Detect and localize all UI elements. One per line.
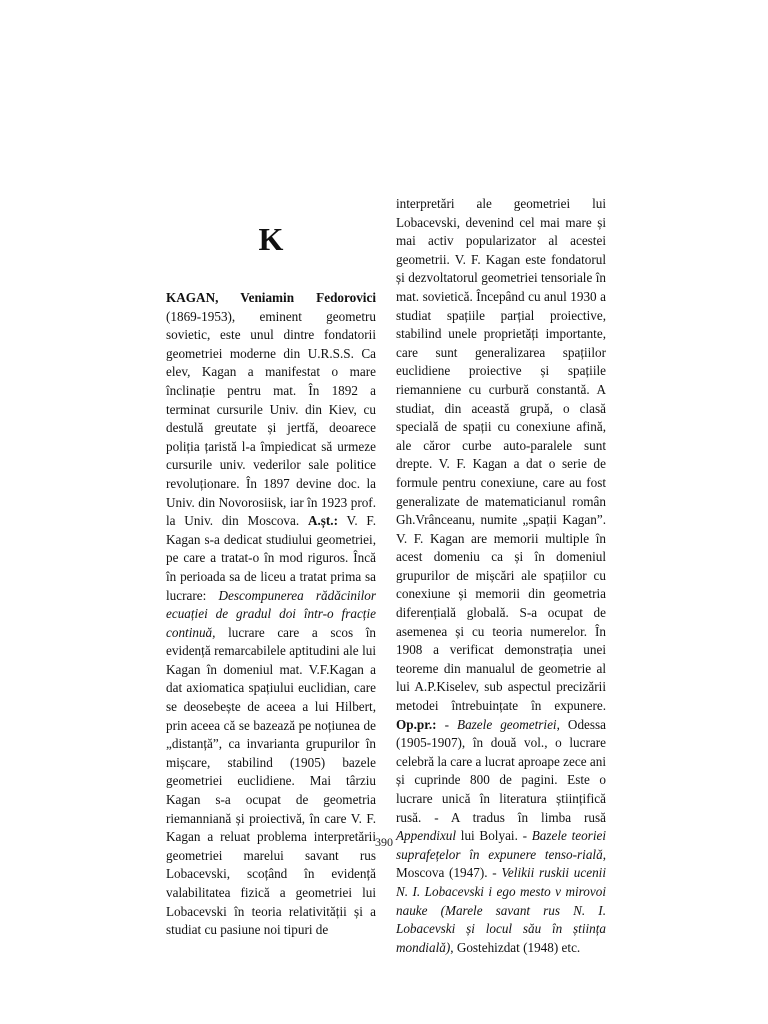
text-run: lui Bolyai. - xyxy=(456,828,532,844)
text-run: , Gostehizdat (1948) etc. xyxy=(450,939,581,955)
text-run: - xyxy=(436,716,458,732)
bold-run: Op.pr.: xyxy=(396,716,437,732)
italic-run: Velikii ruskii ucenii N. I. Lobacevski i ego mesto v mirovoi nauke (Marele savant rus N. I. Lobacevski și locul său în știința mondială) xyxy=(396,865,606,955)
text-run: (1869-1953), eminent geometru sovietic, este unul dintre fondatorii geometriei moderne din U.R.S.S. Ca elev, Kagan a manifestat o mare înclinație pentru mat. În 1892 a terminat cursurile Univ. din Kiev, cu destulă greutate și jertfă, deoarece poliția țaristă l-a împiedicat să urmeze cursurile univ. vederilor sale politice revoluționare. În 1897 devine doc. la Univ. din Novorosiisk, iar în 1923 prof. la Univ. din Moscova. xyxy=(166,308,376,529)
italic-run: Bazele geometriei xyxy=(457,716,557,732)
text-run: lucrare care a scos în evidență remarcabilele aptitudini ale lui Kagan în domeniul mat. V.F.Kagan a dat axiomatica spațiului euclidian, care se deosebește de aceea a lui Hilbert, prin aceea că se bazează pe noțiunea de „distanță”, ca invarianta grupurilor în mișcare, stabilind (1905) bazele geometriei euclidiene. Mai târziu Kagan s-a ocupat de geometria riemanniană și proiectivă, în care V. F. Kagan a reluat problema interpretării geometriei marelui savant rus Lobacevski, scoțând în evidență valabilitatea fizică a geometriei lui Lobacevski în teoria relativității și a studiat cu pasiune noi tipuri de xyxy=(166,624,376,938)
text-run: , Moscova (1947). - xyxy=(396,846,606,881)
section-letter-heading: K xyxy=(258,221,284,257)
text-run: interpretări ale geometriei lui Lobacevski, devenind cel mai mare și mai activ popularizator al acestei geometrii. V. F. Kagan este fondatorul și dezvoltatorul geometriei tensoriale în mat. sovietică. Începând cu anul 1930 a studiat spațiile parțial proiective, stabilind unele proprietăți importante, care sunt generalizarea spațiilor euclidiene proiective și spațiile riemanniene cu curbură constantă. A studiat, din această grupă, o clasă specială de spații cu conexiune afină, ale căror curbe auto-paralele sunt drepte. V. F. Kagan a dat o serie de formule pentru conexiune, care au fost generalizate de matematicianul român Gh.Vrânceanu, numite „spații Kagan”. V. F. Kagan are memorii multiple în acest domeniu ca și în domeniul grupurilor de mișcări ale spațiilor cu conexiune și memorii din geometria diferențială globală. S-a ocupat de asemenea și cu teoria numerelor. În 1908 a verificat demonstrația unei teoreme din manualul de geometrie al lui A.P.Kiselev, sub aspectul precizării metodei întrebuințate în expunere. xyxy=(396,196,606,714)
text-run: V. F. Kagan s-a dedicat studiului geometriei, pe care a tratat-o în mod riguros. Încă în perioada sa de liceu a tratat prima sa lucrare: xyxy=(166,513,376,603)
italic-run: Bazele teoriei suprafețelor în expunere tenso-rială xyxy=(396,828,606,862)
bold-run: A.șt.: xyxy=(307,513,338,529)
italic-run: Appendixul xyxy=(396,828,457,844)
italic-run: Descompunerea rădăcinilor ecuației de gradul doi într-o fracție continuă, xyxy=(166,587,377,640)
text-run: , Odessa (1905-1907), în două vol., o lucrare celebră la care a lucrat aproape zece ani și cuprinde 800 de pagini. Este o lucrare unică în literatura științifică rusă. - A tradus în limba rusă xyxy=(396,716,607,825)
bold-run: KAGAN, Veniamin Fedorovici xyxy=(166,290,376,305)
page-number: 390 xyxy=(375,835,393,849)
